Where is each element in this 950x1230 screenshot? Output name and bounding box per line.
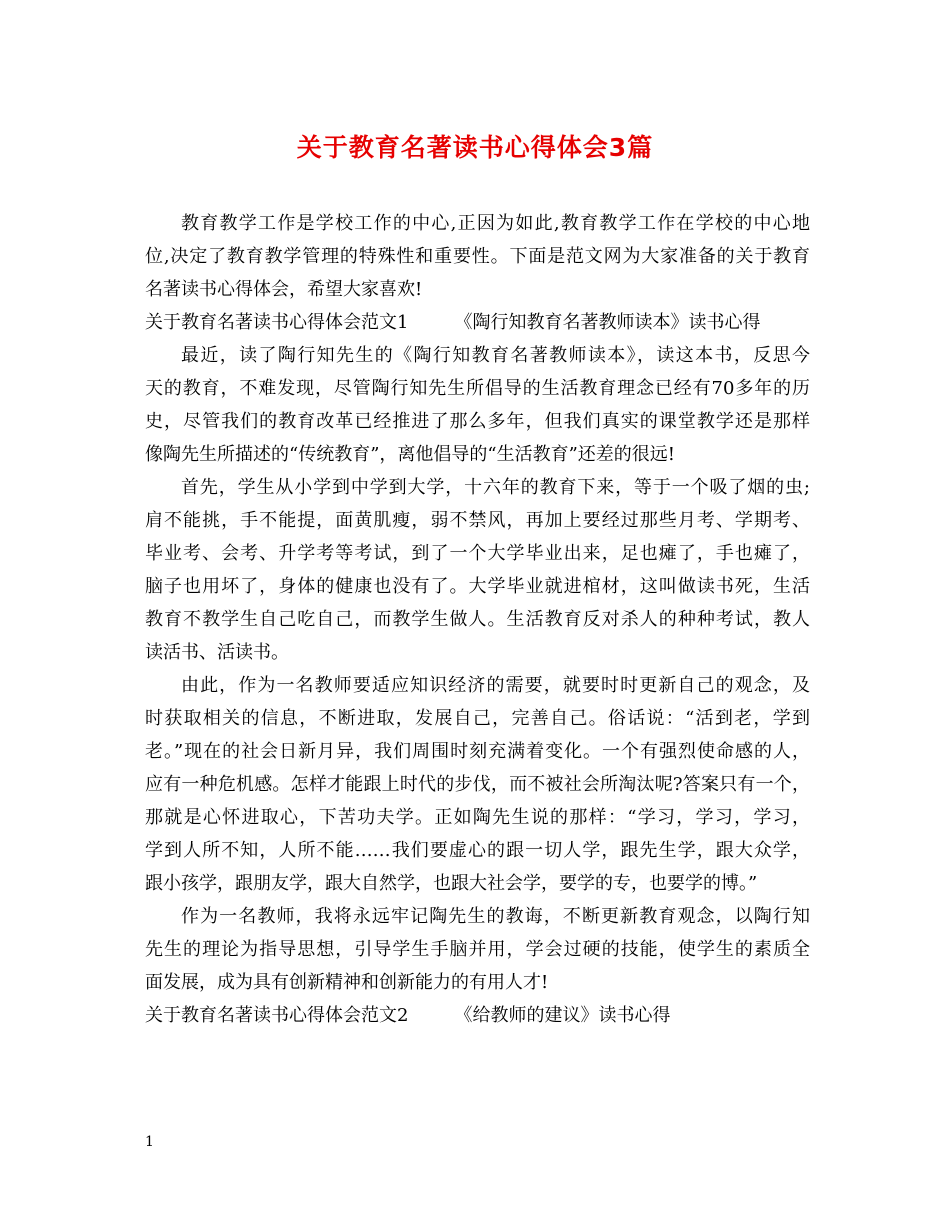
paragraph-line: 教育教学工作是学校工作的中心,正因为如此,教育教学工作在学校的中心地 <box>181 213 810 234</box>
paragraph-line: 史，尽管我们的教育改革已经推进了那么多年，但我们真实的课堂教学还是那样 <box>145 411 810 432</box>
paragraph-line: 首先，学生从小学到中学到大学，十六年的教育下来，等于一个吸了烟的虫; <box>181 477 810 498</box>
document-title: 关于教育名著读书心得体会3篇 <box>296 133 654 162</box>
paragraph-line: 毕业考、会考、升学考等考试，到了一个大学毕业出来，足也瘫了，手也瘫了， <box>145 543 810 564</box>
section-heading-label: 关于教育名著读书心得体会范文2 <box>145 1005 409 1026</box>
paragraph-line: 教育不教学生自己吃自己，而教学生做人。生活教育反对杀人的种种考试，教人 <box>145 609 810 630</box>
paragraph-line: 学到人所不知，人所不能……我们要虚心的跟一切人学，跟先生学，跟大众学， <box>145 840 810 861</box>
paragraph-line: 最近，读了陶行知先生的《陶行知教育名著教师读本》，读这本书，反思今 <box>181 345 810 366</box>
document-body <box>145 207 810 1032</box>
section-heading-label: 关于教育名著读书心得体会范文1 <box>145 312 409 333</box>
paragraph-line: 老。”现在的社会日新月异，我们周围时刻充满着变化。一个有强烈使命感的人， <box>145 741 810 762</box>
paragraph-line: 位,决定了教育教学管理的特殊性和重要性。下面是范文网为大家准备的关于教育 <box>145 246 810 267</box>
paragraph-line: 肩不能挑，手不能提，面黄肌瘦，弱不禁风，再加上要经过那些月考、学期考、 <box>145 510 810 531</box>
section-heading-subtitle: 《给教师的建议》读书心得 <box>454 1005 671 1026</box>
paragraph-line: 作为一名教师，我将永远牢记陶先生的教诲，不断更新教育观念，以陶行知 <box>181 906 810 927</box>
paragraph-line: 像陶先生所描述的“传统教育”，离他倡导的“生活教育”还差的很远! <box>145 444 676 465</box>
section-heading-1 <box>145 306 810 339</box>
paragraph-line: 脑子也用坏了，身体的健康也没有了。大学毕业就进棺材，这叫做读书死，生活 <box>145 576 810 597</box>
paragraph-line: 读活书、活读书。 <box>145 642 289 663</box>
paragraph-line: 时获取相关的信息，不断进取，发展自己，完善自己。俗话说：“活到老，学到 <box>145 708 810 729</box>
paragraph-line: 先生的理论为指导思想，引导学生手脑并用，学会过硬的技能，使学生的素质全 <box>145 939 810 960</box>
paragraph-line: 应有一种危机感。怎样才能跟上时代的步伐，而不被社会所淘汰呢?答案只有一个， <box>145 774 810 795</box>
page-number: 1 <box>145 1134 154 1150</box>
paragraph-line: 那就是心怀进取心，下苦功夫学。正如陶先生说的那样：“学习，学习，学习， <box>145 807 810 828</box>
paragraph-line: 名著读书心得体会，希望大家喜欢! <box>145 279 423 300</box>
paragraph-line: 由此，作为一名教师要适应知识经济的需要，就要时时更新自己的观念，及 <box>181 675 810 696</box>
paragraph-line: 跟小孩学，跟朋友学，跟大自然学，也跟大社会学，要学的专，也要学的博。” <box>145 873 758 894</box>
section-heading-2 <box>145 999 810 1032</box>
section-heading-subtitle: 《陶行知教育名著教师读本》读书心得 <box>454 312 761 333</box>
paragraph-line: 面发展，成为具有创新精神和创新能力的有用人才! <box>145 972 549 993</box>
paragraph-line: 天的教育，不难发现，尽管陶行知先生所倡导的生活教育理念已经有70多年的历 <box>145 378 810 399</box>
